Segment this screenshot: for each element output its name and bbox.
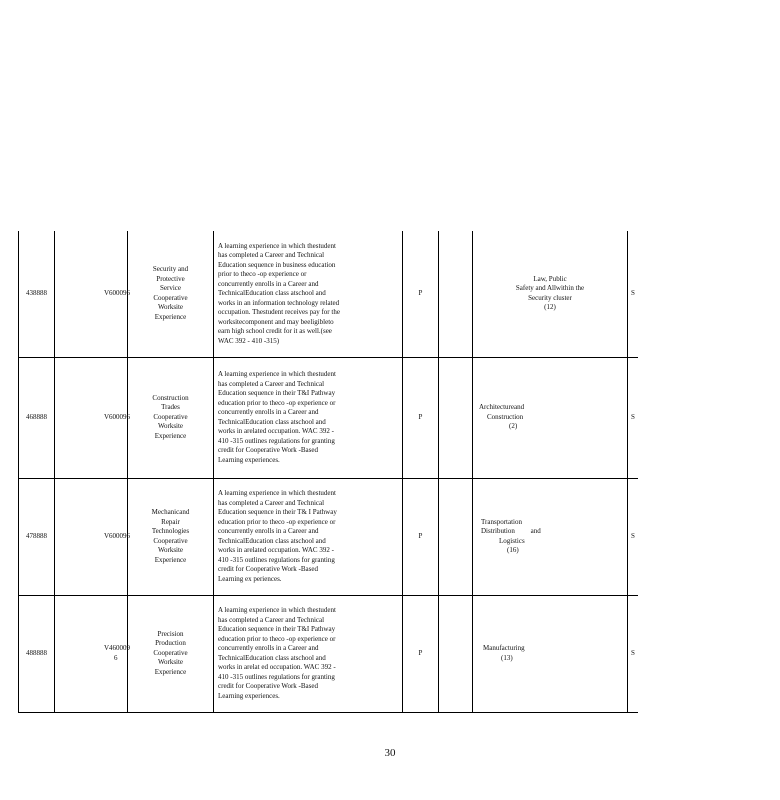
course-title: Security and Protective Service Cooperative Worksite Experience [128,231,214,357]
cip-code: V460009 6 [55,595,128,712]
career-cluster: Architectureand Construction (2) [473,357,628,478]
empty-cell [439,478,473,595]
cip-code: V600096 [55,478,128,595]
career-cluster: Transportation Distribution and Logistics (16) [473,478,628,595]
page-number: 30 [384,747,396,759]
truncated-column: S [628,478,638,595]
empty-cell [439,231,473,357]
course-title: Construction Trades Cooperative Worksite Experience [128,357,214,478]
course-description: A learning experience in which thestudent has completed a Career and Technical Education sequence in business education prior to theco -op experience or concurrently enrolls in a Career and TechnicalEducation class atschool and works in an information technology related occupation. Thestudent receives pay for the worksitecomponent and may beeligibleto earn high school credit for it as well.(see WAC 392 - 410 -315) [214,231,403,357]
truncated-column: S [628,231,638,357]
course-table [18,231,635,713]
program-flag: P [403,595,439,712]
course-code: 488888 [19,595,55,712]
course-title: Precision Production Cooperative Worksite Experience [128,595,214,712]
table-row [19,357,638,478]
empty-cell [439,595,473,712]
truncated-column: S [628,595,638,712]
course-code: 468888 [19,357,55,478]
program-flag: P [403,478,439,595]
program-flag: P [403,357,439,478]
cip-code: V600096 [55,231,128,357]
course-description: A learning experience in which thestudent has completed a Career and Technical Education sequence in their T& I Pathway education prior to theco -op experience or concurrently enrolls in a Career and TechnicalEducation class atschool and works in arelated occupation. WAC 392 - 410 -315 outlines regulations for granting credit for Cooperative Work -Based Learning ex periences. [214,478,403,595]
career-cluster: Manufacturing (13) [473,595,628,712]
empty-cell [439,357,473,478]
table-row [19,231,638,357]
truncated-column: S [628,357,638,478]
table-row [19,478,638,595]
table-row [19,595,638,712]
course-code: 478888 [19,478,55,595]
course-description: A learning experience in which thestudent has completed a Career and Technical Education sequence in their T&I Pathway education prior to theco -op experience or concurrently enrolls in a Career and TechnicalEducation class atschool and works in arelat ed occupation. WAC 392 - 410 -315 outlines regulations for granting credit for Cooperative Work -Based Learning experiences. [214,595,403,712]
course-description: A learning experience in which thestudent has completed a Career and Technical Education sequence in their T&I Pathway education prior to theco -op experience or concurrently enrolls in a Career and TechnicalEducation class atschool and works in arelated occupation. WAC 392 - 410 -315 outlines regulations for granting credit for Cooperative Work -Based Learning experiences. [214,357,403,478]
course-title: Mechanicand Repair Technologies Cooperative Worksite Experience [128,478,214,595]
course-code: 438888 [19,231,55,357]
career-cluster: Law, Public Safety and Allwithin the Security cluster (12) [473,231,628,357]
cip-code: V600096 [55,357,128,478]
program-flag: P [403,231,439,357]
